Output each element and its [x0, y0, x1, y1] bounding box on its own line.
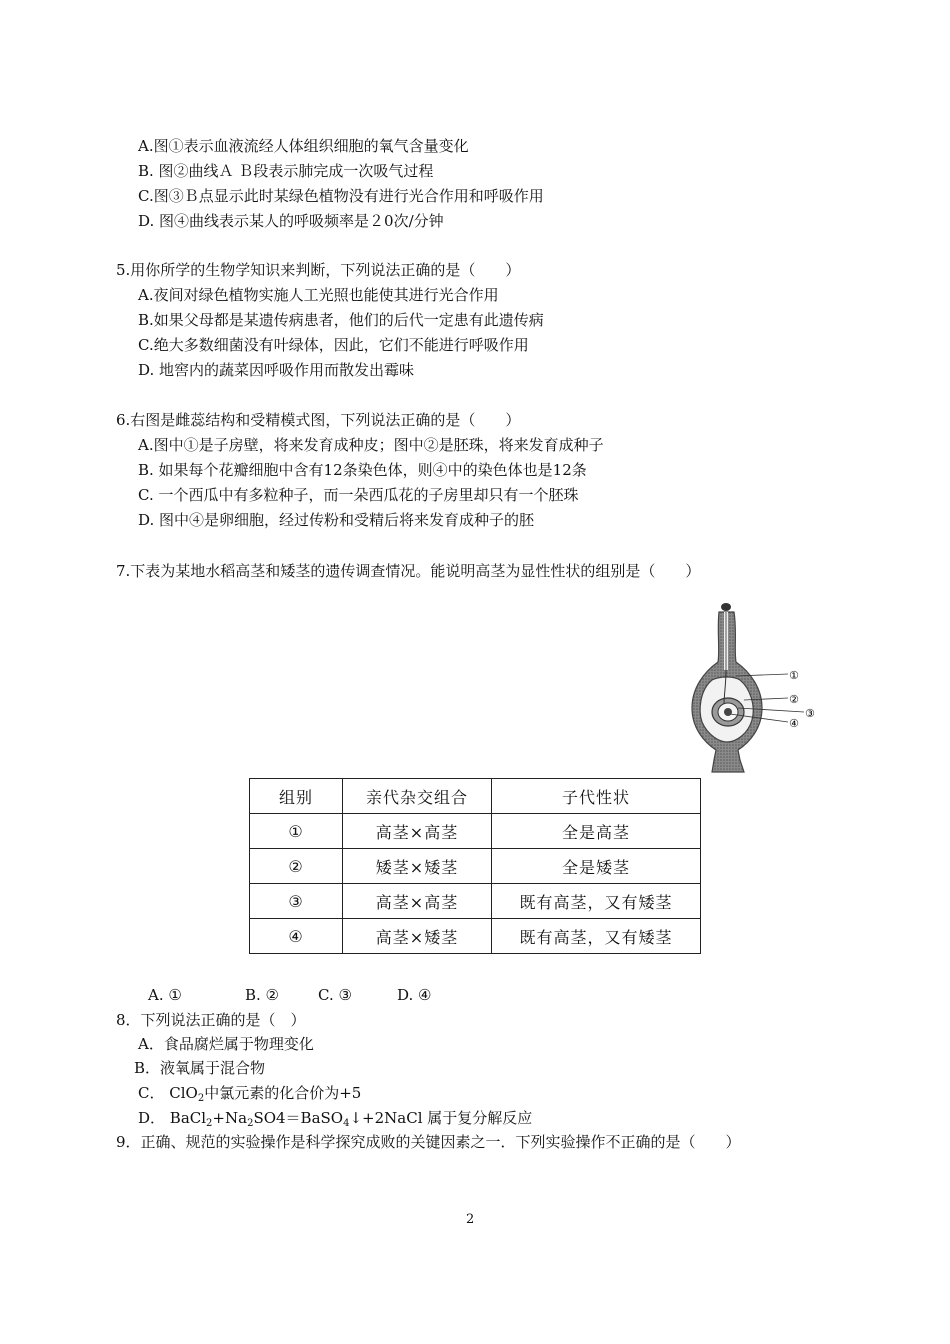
q4-option-d: D. 图④曲线表示某人的呼吸频率是２0次/分钟: [138, 212, 444, 230]
q7-answer-c: C. ③: [318, 986, 352, 1004]
q8-option-d: [138, 1108, 532, 1134]
table-cell: 高茎×高茎: [343, 884, 492, 919]
q7-stem: 7.下表为某地水稻高茎和矮茎的遗传调查情况。能说明高茎为显性性状的组别是（ ）: [116, 562, 701, 580]
q8-option-d-sub2: 2: [247, 1118, 254, 1129]
genetics-table: [249, 778, 701, 954]
q8-option-d-part4: ↓+2NaCl 属于复分解反应: [349, 1109, 533, 1127]
q8-option-c-suffix: 中氯元素的化合价为+5: [204, 1084, 362, 1102]
table-cell: ②: [250, 849, 343, 884]
q6-option-b: B. 如果每个花瓣细胞中含有12条染色体，则④中的染色体也是12条: [138, 461, 587, 479]
q4-option-c: C.图③Ｂ点显示此时某绿色植物没有进行光合作用和呼吸作用: [138, 187, 544, 205]
pistil-diagram-svg: [684, 600, 824, 775]
table-cell: 全是高茎: [492, 814, 701, 849]
egg-cell-shape: [724, 708, 732, 716]
q8-option-a: A．食品腐烂属于物理变化: [138, 1035, 314, 1053]
q8-option-d-part1: D． BaCl: [138, 1109, 207, 1127]
table-header-cell: 亲代杂交组合: [343, 779, 492, 814]
q5-option-a: A.夜间对绿色植物实施人工光照也能使其进行光合作用: [138, 286, 499, 304]
table-header-cell: 组别: [250, 779, 343, 814]
table-header-row: [250, 779, 701, 814]
q6-option-a: A.图中①是子房壁，将来发育成种皮；图中②是胚珠，将来发育成种子: [138, 436, 604, 454]
q8-option-c-sub: 2: [197, 1093, 205, 1104]
table-row: [250, 814, 701, 849]
q8-option-c: [138, 1083, 361, 1109]
q5-stem: 5.用你所学的生物学知识来判断，下列说法正确的是（ ）: [116, 261, 521, 279]
q5-option-c: C.绝大多数细菌没有叶绿体，因此，它们不能进行呼吸作用: [138, 336, 529, 354]
q4-option-b: B. 图②曲线Ａ Ｂ段表示肺完成一次吸气过程: [138, 162, 434, 180]
table-cell: ①: [250, 814, 343, 849]
q6-stem: 6.右图是雌蕊结构和受精模式图，下列说法正确的是（ ）: [116, 411, 521, 429]
table-row: [250, 884, 701, 919]
q8-stem: 8．下列说法正确的是（ ）: [116, 1011, 306, 1029]
table-cell: 矮茎×矮茎: [343, 849, 492, 884]
q4-option-a: A.图①表示血液流经人体组织细胞的氧气含量变化: [138, 137, 469, 155]
q9-stem: 9．正确、规范的实验操作是科学探究成败的关键因素之一．下列实验操作不正确的是（ ）: [116, 1133, 741, 1151]
q8-option-d-part2: +Na: [212, 1109, 248, 1127]
page-number: 2: [466, 1212, 475, 1227]
pistil-diagram: [684, 600, 824, 775]
q8-option-d-sub1: 2: [206, 1118, 213, 1129]
diagram-label-4: ④: [789, 717, 799, 730]
diagram-label-2: ②: [789, 693, 799, 706]
q5-option-b: B.如果父母都是某遗传病患者，他们的后代一定患有此遗传病: [138, 311, 544, 329]
diagram-label-1: ①: [789, 669, 799, 682]
q7-answer-b: B. ②: [245, 986, 280, 1004]
q8-option-d-part3: SO4＝BaSO: [253, 1109, 344, 1127]
q5-option-d: D. 地窖内的蔬菜因呼吸作用而散发出霉味: [138, 361, 415, 379]
table-cell: ③: [250, 884, 343, 919]
table-header-cell: 子代性状: [492, 779, 701, 814]
q8-option-c-prefix: C． ClO: [138, 1084, 198, 1102]
table-cell: 高茎×高茎: [343, 814, 492, 849]
q6-option-c: C. 一个西瓜中有多粒种子，而一朵西瓜花的子房里却只有一个胚珠: [138, 486, 579, 504]
table-cell: ④: [250, 919, 343, 954]
q6-option-d: D. 图中④是卵细胞，经过传粉和受精后将来发育成种子的胚: [138, 511, 535, 529]
q8-option-d-sub3: 4: [343, 1118, 350, 1129]
table-cell: 全是矮茎: [492, 849, 701, 884]
table-row: [250, 849, 701, 884]
diagram-label-3: ③: [805, 707, 815, 720]
table-cell: 高茎×矮茎: [343, 919, 492, 954]
stigma-shape: [721, 603, 731, 611]
q7-answer-a: A. ①: [148, 986, 182, 1004]
q7-answer-d: D. ④: [397, 986, 432, 1004]
table-cell: 既有高茎，又有矮茎: [492, 919, 701, 954]
q8-option-b: B．液氧属于混合物: [134, 1059, 266, 1077]
table-row: [250, 919, 701, 954]
table-cell: 既有高茎，又有矮茎: [492, 884, 701, 919]
